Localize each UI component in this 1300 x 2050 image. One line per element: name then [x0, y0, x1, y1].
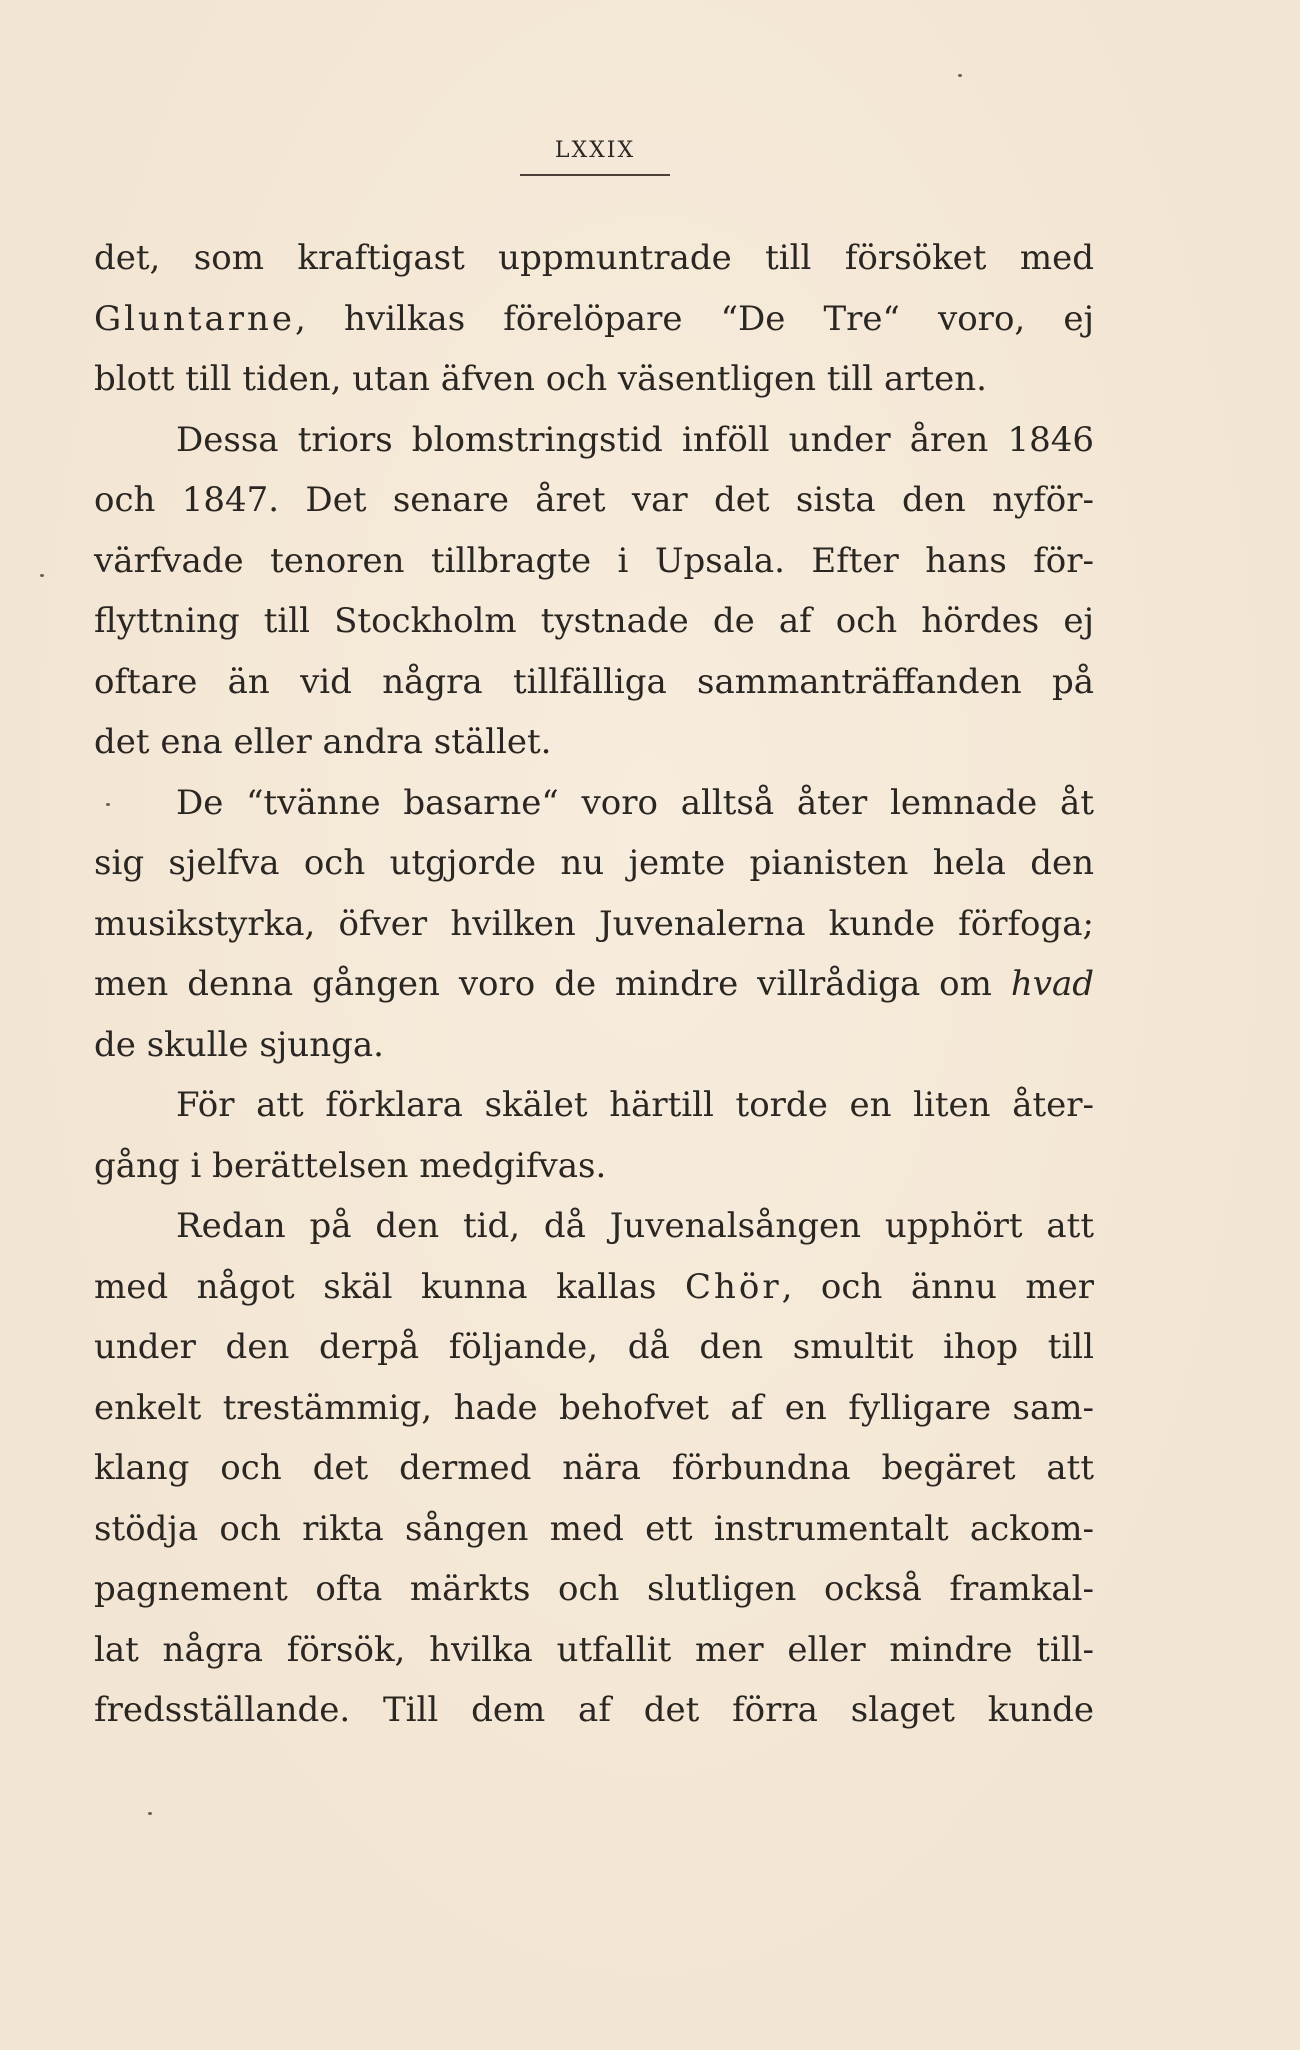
- text-line: pagnement ofta märkts och slutligen också framkal-: [94, 1569, 1094, 1609]
- text-line: stödja och rikta sången med ett instrumentalt ackom-: [94, 1508, 1094, 1549]
- text-line: fredsställande. Till dem af det förra slaget kunde: [94, 1690, 1094, 1730]
- text-line: det, som kraftigast uppmuntrade till försöket med: [94, 238, 1094, 278]
- text-line: det ena eller andra stället.: [94, 722, 552, 762]
- text-line: oftare än vid några tillfälliga sammanträffanden på: [94, 661, 1094, 702]
- text-line: De “tvänne basarne“ voro alltså åter lemnade åt: [176, 782, 1094, 823]
- paper-speck: [148, 1812, 152, 1815]
- text-line: med något skäl kunna kallas Chör, och ännu mer: [94, 1266, 1094, 1307]
- text-line: lat några försök, hvilka utfallit mer eller mindre till-: [94, 1629, 1094, 1670]
- text-line: och 1847. Det senare året var det sista den nyför-: [94, 480, 1094, 520]
- text-line: men denna gången voro de mindre villrådiga om hvad: [94, 964, 1094, 1004]
- text-line: blott till tiden, utan äfven och väsentligen till arten.: [94, 359, 987, 399]
- paper-speck: [106, 803, 110, 806]
- text-line: värfvade tenoren tillbragte i Upsala. Efter hans för-: [94, 540, 1094, 581]
- text-line: gång i berättelsen medgifvas.: [94, 1145, 607, 1186]
- text-line: sig sjelfva och utgjorde nu jemte pianisten hela den: [94, 843, 1094, 883]
- text-line: Redan på den tid, då Juvenalsången upphört att: [176, 1206, 1094, 1246]
- header-rule: [520, 174, 670, 176]
- text-line: under den derpå följande, då den smultit ihop till: [94, 1327, 1094, 1367]
- text-line: enkelt trestämmig, hade behofvet af en fylligare sam-: [94, 1387, 1094, 1428]
- page-number: LXXIX: [554, 138, 636, 163]
- text-line: För att förklara skälet härtill torde en liten åter-: [176, 1085, 1094, 1125]
- text-line: musikstyrka, öfver hvilken Juvenalerna kunde förfoga;: [94, 903, 1094, 944]
- text-line: klang och det dermed nära förbundna begäret att: [94, 1448, 1094, 1488]
- paper-speck: [40, 574, 44, 577]
- text-line: Gluntarne, hvilkas förelöpare “De Tre“ voro, ej: [94, 298, 1094, 339]
- text-line: flyttning till Stockholm tystnade de af och hördes ej: [94, 601, 1094, 641]
- body-text: [94, 228, 1094, 1741]
- text-line: Dessa triors blomstringstid inföll under åren 1846: [176, 419, 1094, 460]
- text-line: de skulle sjunga.: [94, 1024, 384, 1065]
- paper-speck: [958, 74, 962, 77]
